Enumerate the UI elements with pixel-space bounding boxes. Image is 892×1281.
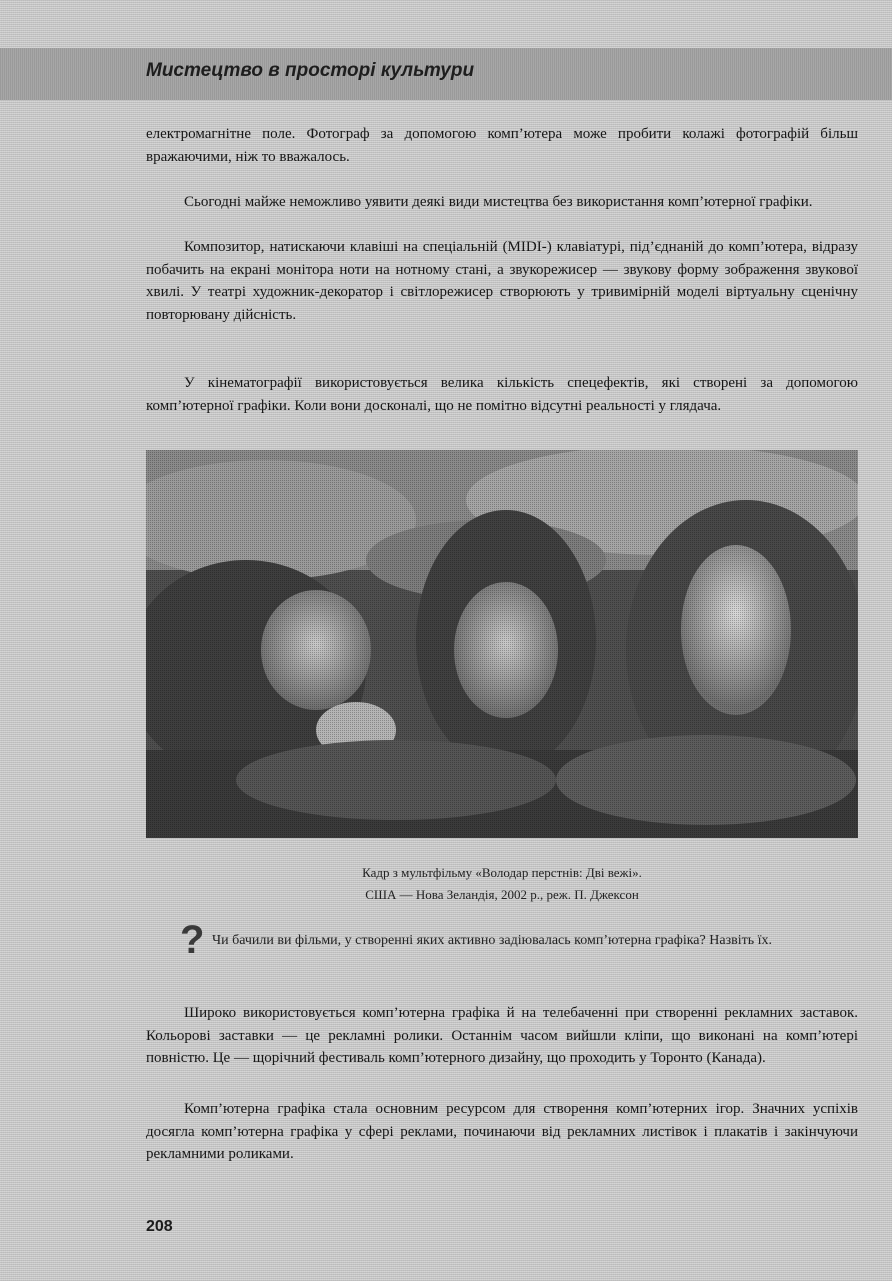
- question-text: Чи бачили ви фільми, у створенні яких активно задіювалась комп’ютерна графіка? Назвіть їх.: [212, 933, 772, 948]
- paragraph: Сьогодні майже неможливо уявити деякі види мистецтва без використання комп’ютерної графіки.: [184, 194, 813, 210]
- paragraph: У кінематографії використовується велика кількість спецефектів, які створені за допомогою комп’ютерної графіки. Коли вони досконалі, що не помітно відсутні реальності у глядача.: [146, 375, 858, 414]
- film-still-graphic: [146, 450, 858, 838]
- page-number: 208: [146, 1218, 173, 1235]
- figure-caption: [146, 862, 858, 906]
- paragraph: Композитор, натискаючи клавіші на спеціальній (MIDI-) клавіатурі, під’єднаній до комп’ютера, відразу побачить на екрані монітора ноти на нотному стані, а звукорежисер — звукову форму зображення звукової хвилі. У театрі художник-декоратор і світлорежисер створюють у тривимірній моделі віртуальну сценічну повторювану дійсність.: [146, 239, 858, 323]
- question-mark-icon: ?: [180, 918, 205, 962]
- paragraph: Широко використовується комп’ютерна графіка й на телебаченні при створенні рекламних заставок. Кольорові заставки — це рекламні ролики. Останнім часом вийшли кліпи, що виконані на комп’ютері повністю. Це — щорічний фестиваль комп’ютерного дизайну, що проходить у Торонто (Канада).: [146, 1005, 858, 1066]
- page-header-title: Мистецтво в просторі культури: [146, 60, 475, 81]
- paragraph-continued: електромагнітне поле. Фотограф за допомогою комп’ютера може пробити колажі фотографій більш вражаючими, ніж то вважалось.: [146, 126, 858, 165]
- film-still-image: [146, 450, 858, 838]
- caption-line-1: Кадр з мультфільму «Володар перстнів: Дві вежі».: [362, 865, 642, 880]
- paragraph: Комп’ютерна графіка стала основним ресурсом для створення комп’ютерних ігор. Значних успіхів досягла комп’ютерна графіка у сфері реклами, починаючи від рекламних листівок і плакатів і закінчуючи рекламними роликами.: [146, 1101, 858, 1162]
- caption-line-2: США — Нова Зеландія, 2002 р., реж. П. Джексон: [365, 887, 639, 902]
